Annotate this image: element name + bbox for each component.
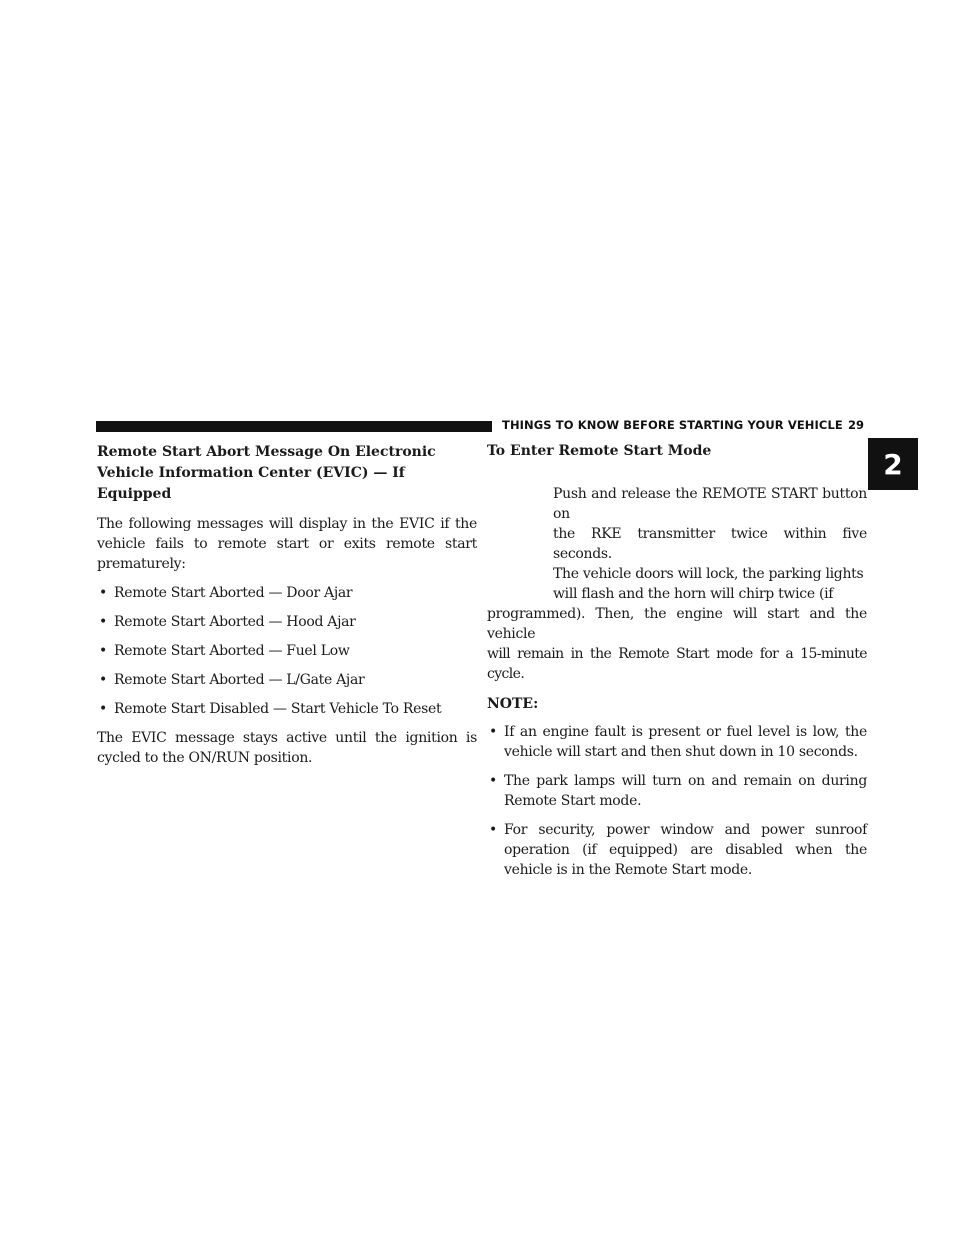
bullet-icon: • <box>99 614 107 630</box>
list-item: • Remote Start Aborted — L/Gate Ajar <box>99 672 365 688</box>
bullet-icon: • <box>99 672 107 688</box>
list-item: • Remote Start Aborted — Hood Ajar <box>99 614 356 630</box>
list-item: • Remote Start Aborted — Door Ajar <box>99 585 353 601</box>
abort-message-list <box>97 583 477 719</box>
left-column <box>97 442 477 777</box>
right-column <box>487 441 867 889</box>
section-heading-enter-remote-start: To Enter Remote Start Mode <box>487 443 712 459</box>
bullet-icon: • <box>99 585 107 601</box>
bullet-icon: • <box>489 724 497 740</box>
instruction-paragraph <box>487 484 867 684</box>
page-number: 29 <box>848 418 865 432</box>
list-item: • Remote Start Aborted — Fuel Low <box>99 643 350 659</box>
header-rule <box>96 421 492 432</box>
list-item: • If an engine fault is present or fuel level is low, the vehicle will start and then shut down in 10 seconds. <box>489 724 867 760</box>
chapter-tab: 2 <box>868 438 918 490</box>
running-header-title: THINGS TO KNOW BEFORE STARTING YOUR VEHICLE <box>502 418 843 432</box>
closing-paragraph: The EVIC message stays active until the ignition is cycled to the ON/RUN position. <box>97 730 477 766</box>
instruction-line: will flash and the horn will chirp twice (if <box>553 586 834 602</box>
section-heading-abort-message: Remote Start Abort Message On Electronic Vehicle Information Center (EVIC) — If Equipped <box>97 444 436 502</box>
instruction-line: will remain in the Remote Start mode for a 15-minute cycle. <box>487 646 867 682</box>
list-item: • The park lamps will turn on and remain on during Remote Start mode. <box>489 773 867 809</box>
intro-paragraph: The following messages will display in the EVIC if the vehicle fails to remote start or exits remote start prematurely: <box>97 516 477 572</box>
instruction-line: The vehicle doors will lock, the parking lights <box>553 566 864 582</box>
note-label: NOTE: <box>487 696 539 712</box>
instruction-line: Push and release the REMOTE START button on <box>553 486 867 522</box>
instruction-line: programmed). Then, the engine will start and the vehicle <box>487 606 867 642</box>
instruction-line: the RKE transmitter twice within five seconds. <box>553 526 867 562</box>
bullet-icon: • <box>99 701 107 717</box>
list-item: • For security, power window and power sunroof operation (if equipped) are disabled when the vehicle is in the Remote Start mode. <box>489 822 867 878</box>
bullet-icon: • <box>99 643 107 659</box>
bullet-icon: • <box>489 822 497 838</box>
bullet-icon: • <box>489 773 497 789</box>
list-item: • Remote Start Disabled — Start Vehicle To Reset <box>99 701 442 717</box>
note-list <box>487 722 867 880</box>
